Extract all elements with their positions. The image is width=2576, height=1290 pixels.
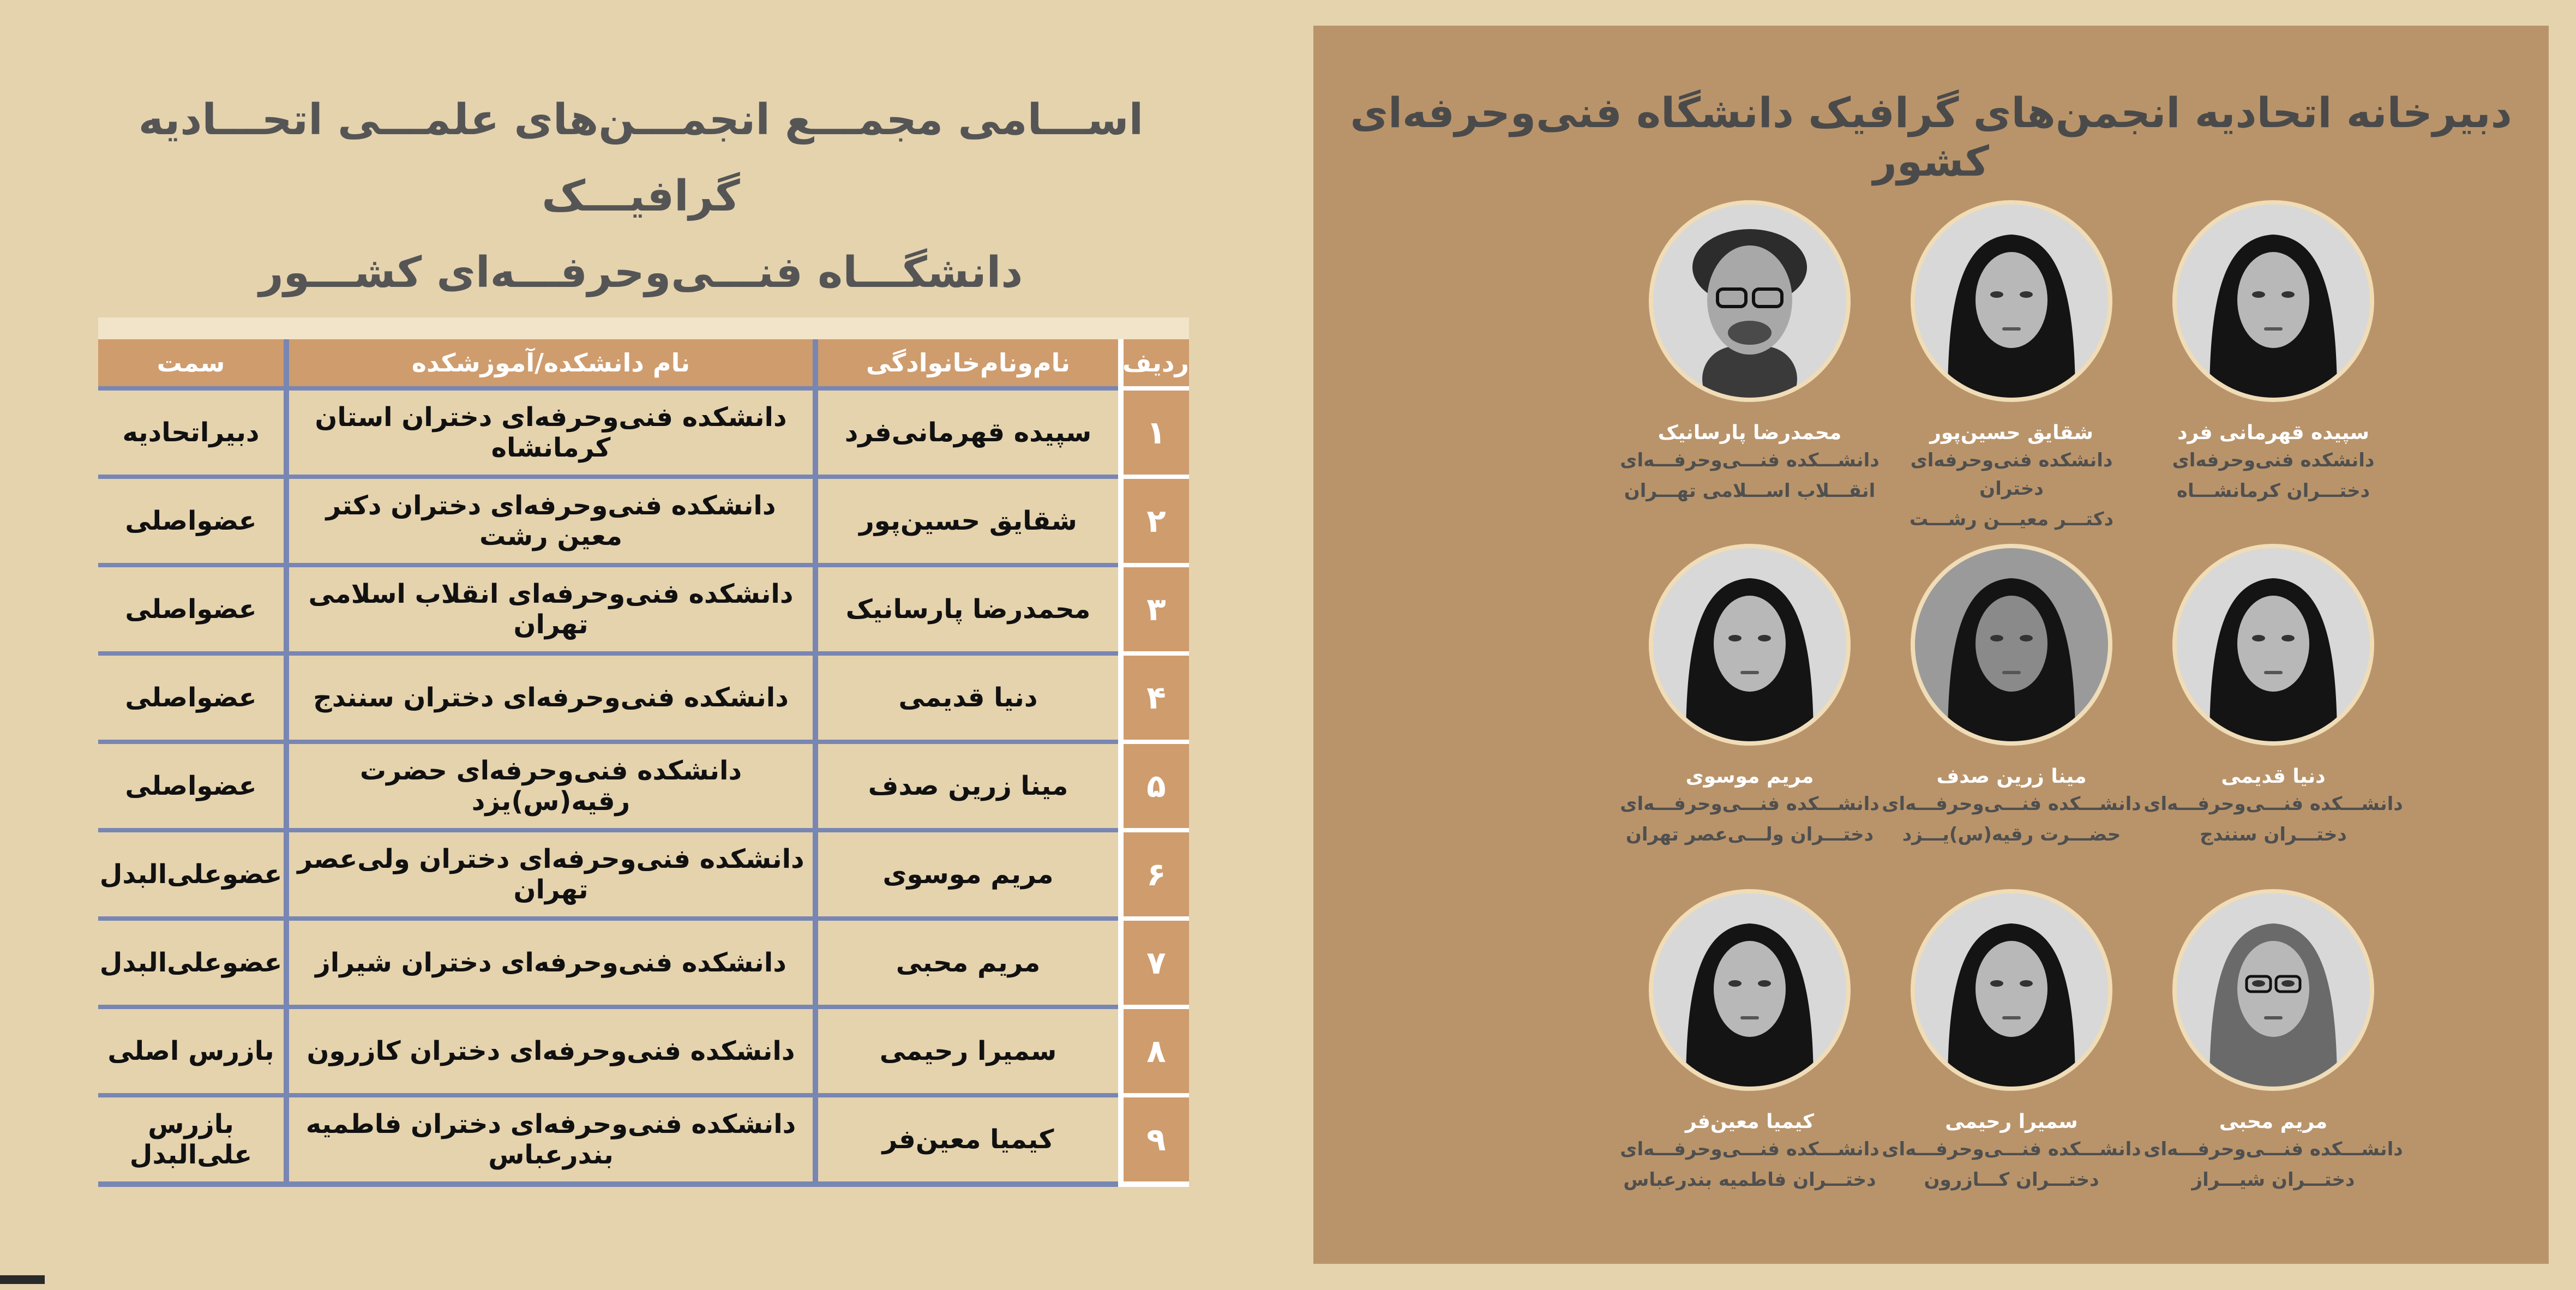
portrait-graphic — [1653, 205, 1846, 398]
portrait-graphic — [2177, 205, 2370, 398]
member-photo — [2172, 889, 2374, 1091]
member-photo — [2172, 544, 2374, 746]
member-card — [1881, 889, 2142, 1194]
header-name: نام‌ونام‌خانوادگی — [813, 339, 1118, 391]
table-row — [98, 1097, 1189, 1187]
member-name: سمیرا رحیمی — [1945, 1111, 2078, 1133]
row-role: عضواصلی — [98, 744, 284, 832]
row-name: مریم محبی — [813, 921, 1118, 1009]
member-college-line-1: دانشـــکده فنـــی‌وحرفـــه‌ای — [2143, 1138, 2403, 1160]
row-name: کیمیا معین‌فر — [813, 1097, 1118, 1187]
member-card — [2142, 889, 2404, 1194]
row-role: عضواصلی — [98, 656, 284, 744]
row-index: ۲ — [1118, 479, 1189, 567]
portrait-graphic — [2177, 893, 2370, 1087]
member-college-line-2: دختـــران کرمانشـــاه — [2176, 480, 2370, 502]
title-line-1: اســـامی مجمـــع انجمـــن‌های علمـــی اتحـــادیه گرافیـــک — [138, 95, 1144, 221]
portrait-graphic — [1653, 893, 1846, 1087]
row-college: دانشکده فنی‌وحرفه‌ای حضرت رقیه(س)یزد — [284, 744, 813, 832]
row-index: ۷ — [1118, 921, 1189, 1009]
member-college-line-2: حضـــرت رقیه(س)یـــزد — [1902, 824, 2121, 845]
footer-logo — [0, 1275, 45, 1284]
table-row — [98, 1009, 1189, 1097]
member-name: شقایق حسین‌پور — [1930, 422, 2093, 444]
member-college-line-1: دانشـــکده فنـــی‌وحرفـــه‌ای — [1620, 449, 1880, 471]
members-table — [98, 317, 1189, 1187]
member-college-line-1: دانشـــکده فنـــی‌وحرفـــه‌ای — [1620, 793, 1880, 815]
member-college-line-2: دختـــران کـــازرون — [1924, 1169, 2099, 1191]
row-college: دانشکده فنی‌وحرفه‌ای دختران شیراز — [284, 921, 813, 1009]
row-college: دانشکده فنی‌وحرفه‌ای دختران ولی‌عصر تهران — [284, 832, 813, 921]
member-photo — [1649, 200, 1851, 402]
row-role: عضواصلی — [98, 479, 284, 567]
row-college: دانشکده فنی‌وحرفه‌ای انقلاب اسلامی تهران — [284, 567, 813, 656]
member-card — [1619, 544, 1881, 849]
member-card — [1881, 200, 2142, 533]
member-college-line-2: دختـــران سنندج — [2200, 824, 2347, 845]
member-college-line-1: دانشـــکده فنـــی‌وحرفـــه‌ای — [1882, 793, 2141, 815]
secretariat-title: دبیرخانه اتحادیه انجمن‌های گرافیک دانشگاه فنی‌وحرفه‌ای کشور — [1350, 88, 2512, 185]
member-card — [1619, 200, 1881, 505]
row-college: دانشکده فنی‌وحرفه‌ای دختران فاطمیه بندرعباس — [284, 1097, 813, 1187]
row-name: مینا زرین صدف — [813, 744, 1118, 832]
header-college: نام دانشکده/آموزشکده — [284, 339, 813, 391]
member-college-line-1: دانشـــکده فنـــی‌وحرفـــه‌ای — [2143, 793, 2403, 815]
row-name: شقایق حسین‌پور — [813, 479, 1118, 567]
page-title — [82, 82, 1200, 311]
member-photo — [1911, 889, 2112, 1091]
row-college: دانشکده فنی‌وحرفه‌ای دختران دکتر معین رشت — [284, 479, 813, 567]
member-card — [1881, 544, 2142, 849]
member-card — [2142, 544, 2404, 849]
row-name: مریم موسوی — [813, 832, 1118, 921]
table-header-row — [98, 339, 1189, 391]
member-name: دنیا قدیمی — [2221, 765, 2326, 788]
member-name: مریم محبی — [2219, 1111, 2328, 1133]
member-name: مریم موسوی — [1685, 765, 1814, 788]
row-index: ۴ — [1118, 656, 1189, 744]
table-row — [98, 656, 1189, 744]
member-photo — [1911, 544, 2112, 746]
table-row — [98, 832, 1189, 921]
row-name: سپیده قهرمانی‌فرد — [813, 391, 1118, 479]
member-card — [2142, 200, 2404, 505]
row-role: دبیراتحادیه — [98, 391, 284, 479]
table-row — [98, 744, 1189, 832]
portrait-graphic — [2177, 548, 2370, 741]
row-college: دانشکده فنی‌وحرفه‌ای دختران کازرون — [284, 1009, 813, 1097]
row-index: ۳ — [1118, 567, 1189, 656]
row-role: عضوعلی‌البدل — [98, 832, 284, 921]
member-college-line-1: دانشـــکده فنـــی‌وحرفـــه‌ای — [1620, 1138, 1880, 1160]
row-name: محمدرضا پارسانیک — [813, 567, 1118, 656]
header-role: سمت — [98, 339, 284, 391]
row-role: بازرس علی‌البدل — [98, 1097, 284, 1187]
row-role: عضوعلی‌البدل — [98, 921, 284, 1009]
row-role: عضواصلی — [98, 567, 284, 656]
table-row — [98, 921, 1189, 1009]
row-index: ۹ — [1118, 1097, 1189, 1187]
portrait-graphic — [1915, 205, 2108, 398]
row-name: سمیرا رحیمی — [813, 1009, 1118, 1097]
row-index: ۱ — [1118, 391, 1189, 479]
member-photo — [1649, 544, 1851, 746]
member-college-line-1: دانشـــکده فنـــی‌وحرفـــه‌ای — [1882, 1138, 2141, 1160]
member-college-line-1: دانشکده فنی‌وحرفه‌ای — [2172, 449, 2375, 471]
portrait-graphic — [1915, 893, 2108, 1087]
table-row — [98, 567, 1189, 656]
member-college-line-2: دکتـــر معیـــن رشـــت — [1909, 508, 2114, 530]
portrait-graphic — [1915, 548, 2108, 741]
member-photo — [1649, 889, 1851, 1091]
member-college-line-1: دانشکده فنی‌وحرفه‌ای دختران — [1910, 449, 2113, 500]
member-name: کیمیا معین‌فر — [1685, 1111, 1815, 1133]
member-college-line-2: دختـــران فاطمیه بندرعباس — [1623, 1169, 1876, 1191]
member-name: مینا زرین صدف — [1936, 765, 2087, 788]
table-row — [98, 391, 1189, 479]
row-college: دانشکده فنی‌وحرفه‌ای دختران سنندج — [284, 656, 813, 744]
member-photo — [2172, 200, 2374, 402]
member-name: سپیده قهرمانی فرد — [2177, 422, 2369, 444]
header-index: ردیف — [1118, 339, 1189, 391]
member-college-line-2: دختـــران شیـــراز — [2191, 1169, 2355, 1191]
row-index: ۵ — [1118, 744, 1189, 832]
row-college: دانشکده فنی‌وحرفه‌ای دختران استان کرمانشاه — [284, 391, 813, 479]
member-card — [1619, 889, 1881, 1194]
member-college-line-2: دختـــران ولـــی‌عصر تهران — [1625, 824, 1874, 845]
row-index: ۶ — [1118, 832, 1189, 921]
portrait-graphic — [1653, 548, 1846, 741]
secretariat-panel — [1313, 26, 2549, 1264]
member-college-line-2: انقـــلاب اســـلامی تهـــران — [1624, 480, 1876, 502]
row-name: دنیا قدیمی — [813, 656, 1118, 744]
member-name: محمدرضا پارسانیک — [1658, 422, 1842, 444]
row-index: ۸ — [1118, 1009, 1189, 1097]
table-row — [98, 479, 1189, 567]
row-role: بازرس اصلی — [98, 1009, 284, 1097]
title-line-2: دانشگـــاه فنـــی‌وحرفـــه‌ای کشـــور — [259, 248, 1023, 297]
member-photo — [1911, 200, 2112, 402]
